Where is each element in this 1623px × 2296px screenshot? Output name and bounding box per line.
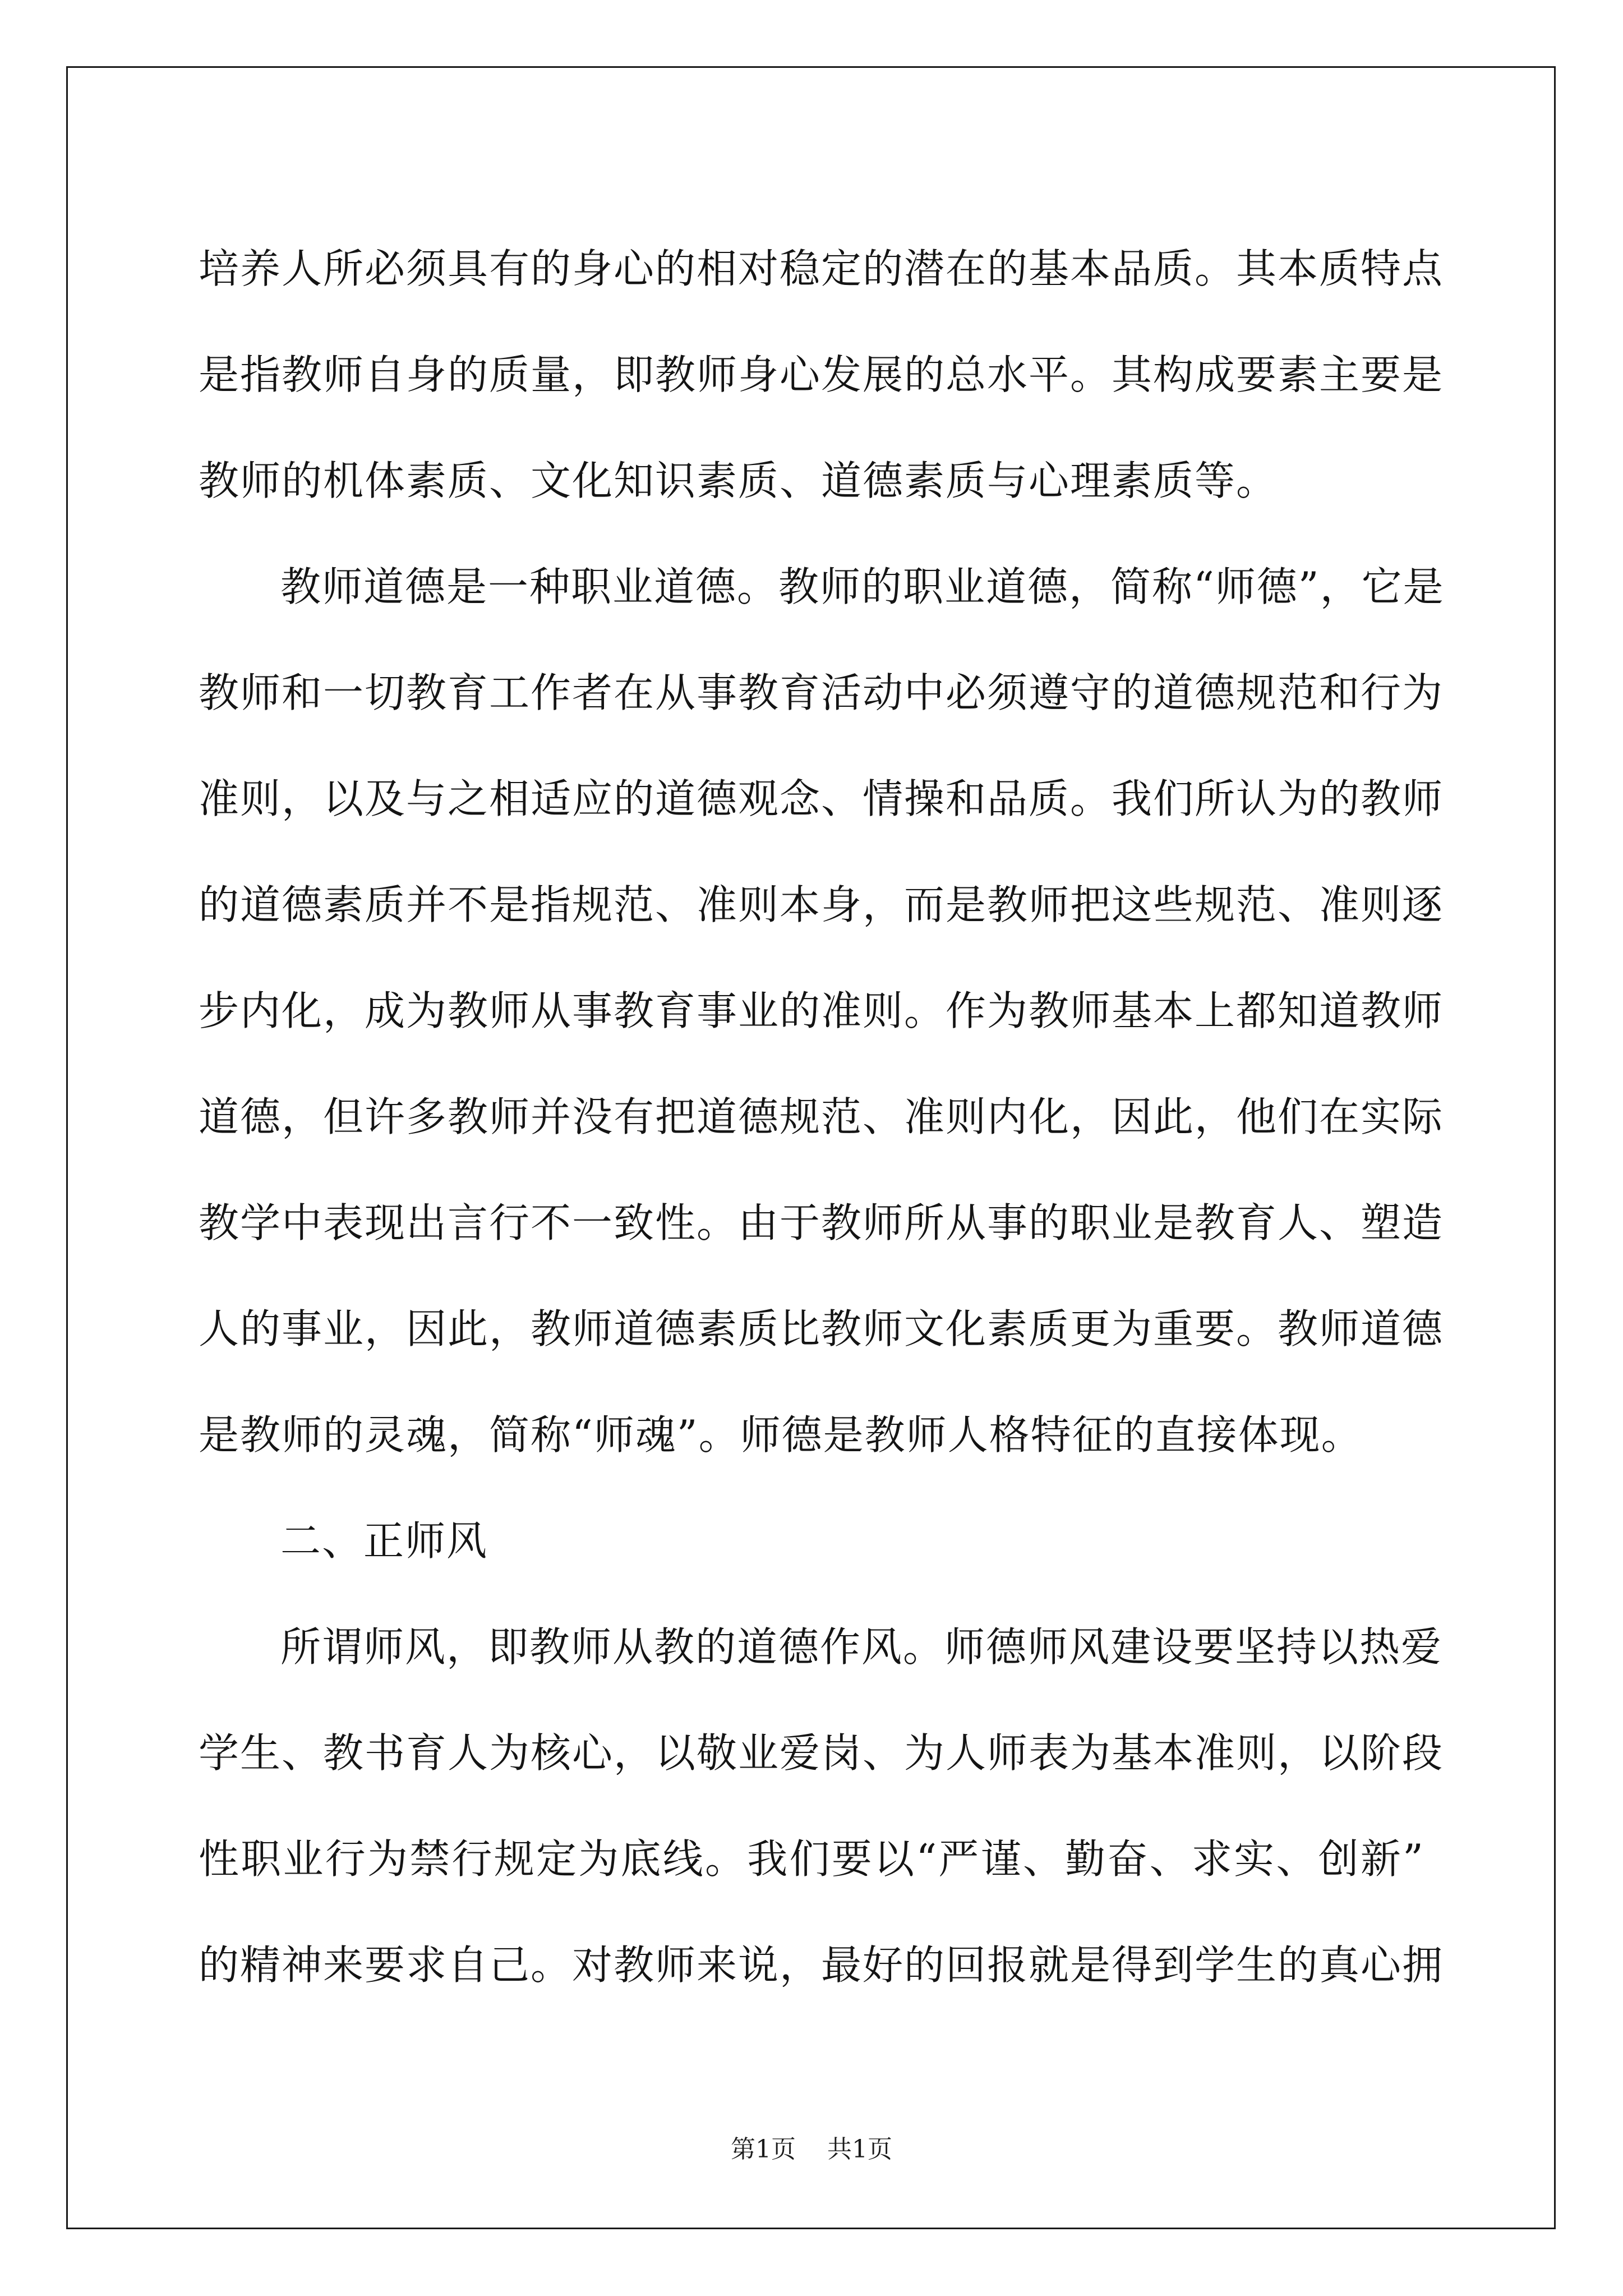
text-line: 教师的机体素质、文化知识素质、道德素质与心理素质等。 — [199, 457, 1278, 504]
text-line: 步内化，成为教师从事教育事业的准则。作为教师基本上都知道教师 — [199, 987, 1444, 1034]
section-heading — [199, 1488, 1424, 1594]
page-total: 共1页 — [827, 2135, 892, 2164]
paragraph-2 — [199, 534, 1445, 1488]
text-line: 教师道德是一种职业道德。教师的职业道德，简称“师德”，它是 — [280, 563, 1445, 610]
text-line: 学生、教书育人为核心，以敬业爱岗、为人师表为基本准则，以阶段 — [199, 1729, 1444, 1777]
text-line: 准则，以及与之相适应的道德观念、情操和品质。我们所认为的教师 — [199, 775, 1444, 822]
document-body — [199, 216, 1445, 2018]
page-number: 第1页 — [731, 2135, 796, 2164]
text-line: 是教师的灵魂，简称“师魂”。师德是教师人格特征的直接体现。 — [199, 1411, 1363, 1458]
text-line: 性职业行为禁行规定为底线。我们要以“严谨、勤奋、求实、创新” — [199, 1835, 1424, 1883]
text-line: 的精神来要求自己。对教师来说，最好的回报就是得到学生的真心拥 — [199, 1941, 1444, 1989]
text-line: 教师和一切教育工作者在从事教育活动中必须遵守的道德规范和行为 — [199, 669, 1444, 716]
text-line: 道德，但许多教师并没有把道德规范、准则内化，因此，他们在实际 — [199, 1093, 1444, 1140]
heading-text: 二、正师风 — [280, 1517, 488, 1565]
page-footer — [0, 2129, 1623, 2165]
text-line: 是指教师自身的质量，即教师身心发展的总水平。其构成要素主要是 — [199, 351, 1444, 398]
text-line: 的道德素质并不是指规范、准则本身，而是教师把这些规范、准则逐 — [199, 881, 1444, 928]
paragraph-3 — [199, 1594, 1444, 2018]
text-line: 教学中表现出言行不一致性。由于教师所从事的职业是教育人、塑造 — [199, 1199, 1444, 1246]
text-line: 人的事业，因此，教师道德素质比教师文化素质更为重要。教师道德 — [199, 1305, 1444, 1352]
text-line: 培养人所必须具有的身心的相对稳定的潜在的基本品质。其本质特点 — [199, 245, 1444, 292]
text-line: 所谓师风，即教师从教的道德作风。师德师风建设要坚持以热爱 — [280, 1623, 1443, 1671]
paragraph-1 — [199, 216, 1444, 534]
